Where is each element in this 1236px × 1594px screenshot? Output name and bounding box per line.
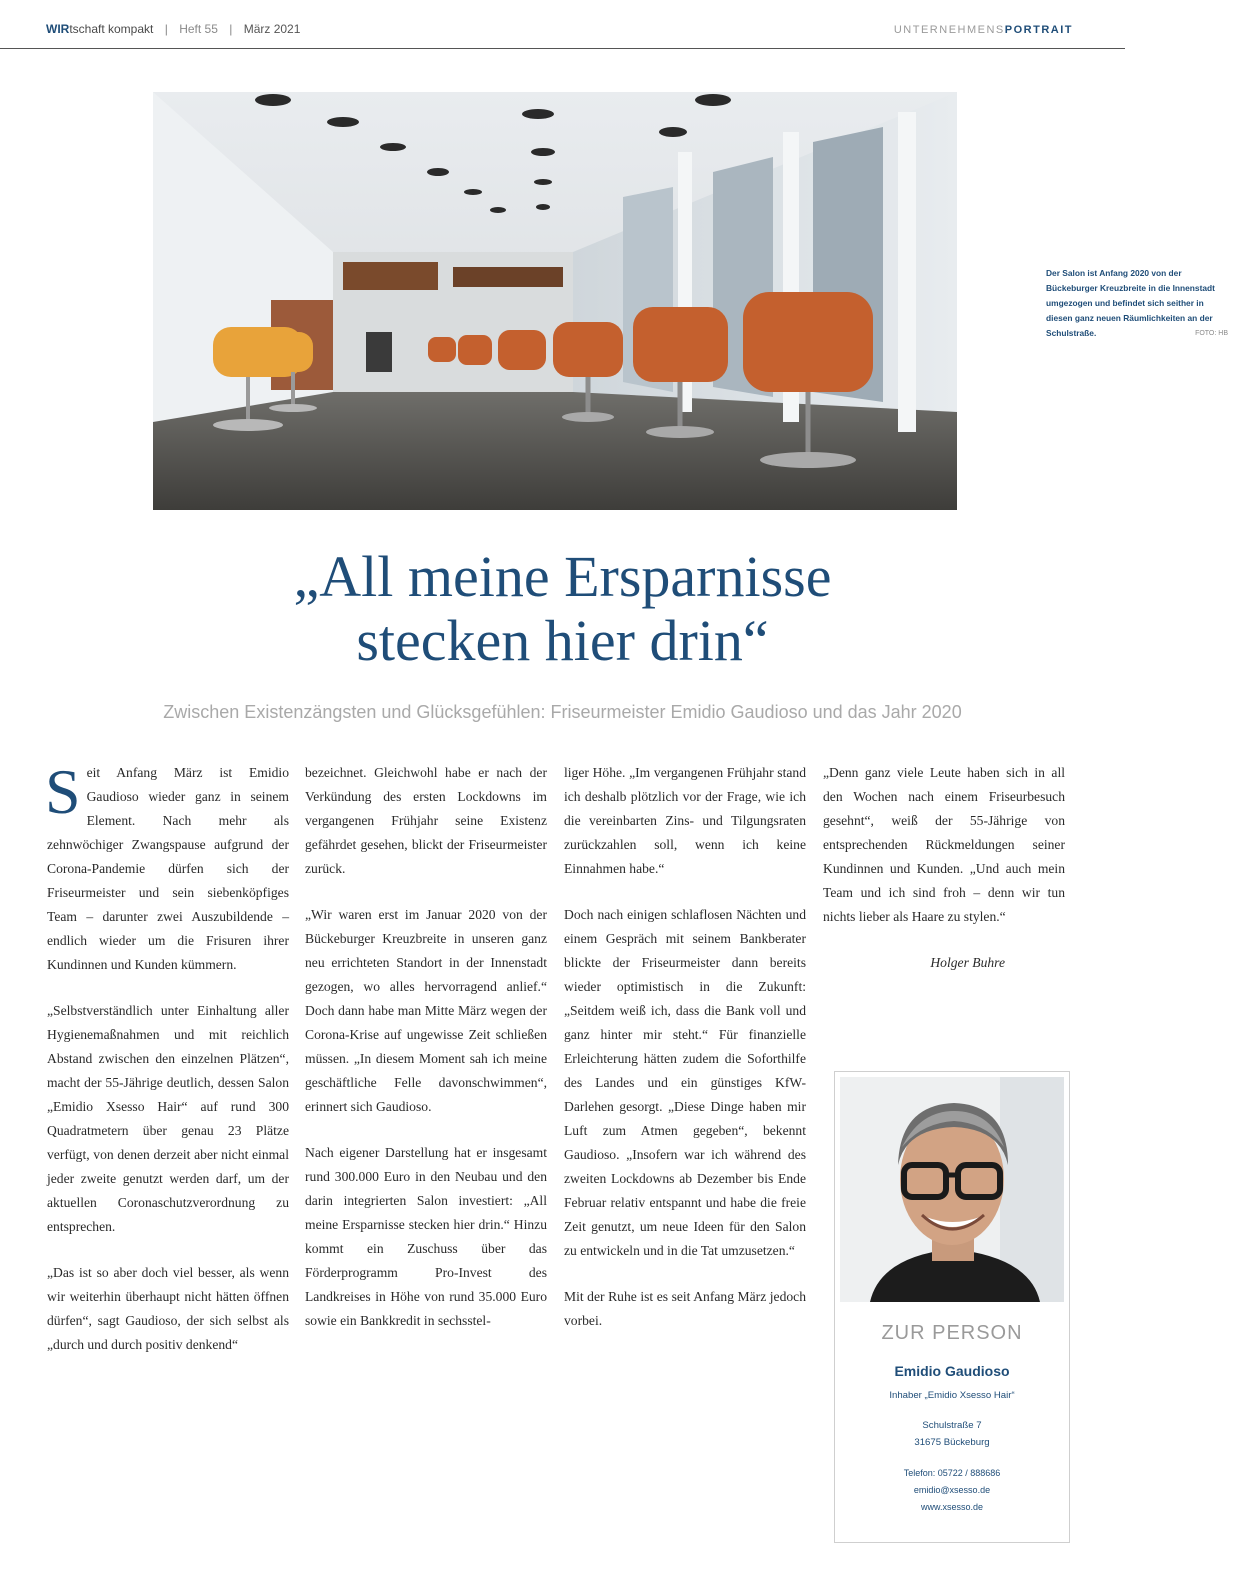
paragraph: liger Höhe. „Im vergangenen Frühjahr stand ich deshalb plötzlich vor der Frage, wie ich die vereinbarten Zins- und Tilgungsraten zurückzahlen soll, wenn ich keine Einnahmen habe.“ [564, 765, 806, 876]
paragraph [45, 756, 289, 977]
article-column-1 [45, 756, 289, 1357]
paragraph: „Das ist so aber doch viel besser, als wenn wir weiterhin überhaupt nicht hätten öffnen dürfen“, sagt Gaudioso, der sich selbst als „durch und durch positiv denkend“ [47, 1265, 289, 1352]
brand-rest: tschaft kompakt [69, 22, 154, 36]
page-header [0, 0, 1125, 49]
headline-line-2: stecken hier drin“ [356, 608, 769, 673]
caption-text: Der Salon ist Anfang 2020 von der Bückeburger Kreuzbreite in die Innenstadt umgezogen und befindet sich seither in diesen ganz neuen Räumlichkeiten an der Schulstraße. [1046, 268, 1215, 338]
portrait-illustration [840, 1077, 1064, 1302]
paragraph-text: eit Anfang März ist Emidio Gaudioso wieder ganz in seinem Element. Nach mehr als zehnwöchiger Zwangspause aufgrund der Corona-Pandemie dürfen sich der Friseurmeister und sein siebenköpfiges Team – darunter zwei Auszubildende – endlich wieder um die Frisuren ihrer Kundinnen und Kunden kümmern. [47, 765, 289, 972]
drop-cap: S [45, 756, 81, 827]
article-headline [60, 545, 1065, 673]
article-column-3 [564, 761, 806, 1333]
issue-number: Heft 55 [179, 22, 218, 36]
person-role: Inhaber „Emidio Xsesso Hair“ [889, 1390, 1015, 1401]
person-box [834, 1071, 1070, 1543]
person-heading: ZUR PERSON [881, 1322, 1023, 1344]
separator: | [229, 22, 233, 36]
paragraph: Mit der Ruhe ist es seit Anfang März jedoch vorbei. [564, 1289, 806, 1328]
section-bold: PORTRAIT [1004, 24, 1073, 36]
separator: | [164, 22, 168, 36]
paragraph: „Wir waren erst im Januar 2020 von der Bückeburger Kreuzbreite in unseren ganz neu errichteten Standort in der Innenstadt gezogen, wo alles hervorragend anlief.“ Doch dann habe man Mitte März wegen der Corona-Krise auf ungewisse Zeit schließen müssen. „In diesem Moment sah ich meine geschäftliche Felle davonschwimmen“, erinnert sich Gaudioso. [305, 907, 547, 1114]
issue-date: März 2021 [243, 22, 301, 36]
article-author: Holger Buhre [930, 955, 1005, 970]
article-column-4 [823, 761, 1065, 975]
paragraph: Nach eigener Darstellung hat er insgesamt rund 300.000 Euro in den Neubau und den darin integrierten Salon investiert: „All meine Ersparnisse stecken hier drin.“ Hinzu kommt ein Zuschuss über das Förderprogramm Pro-Invest des Landkreises in Höhe von rund 35.000 Euro sowie ein Bankkredit in sechsstel- [305, 1145, 547, 1328]
address-street: Schulstraße 7 [922, 1420, 982, 1431]
photo-caption [1038, 260, 1236, 348]
paragraph: bezeichnet. Gleichwohl habe er nach der Verkündung des ersten Lockdowns im vergangenen Frühjahr seine Existenz gefährdet gesehen, blickt der Friseurmeister zurück. [305, 765, 547, 876]
contact-web: www.xsesso.de [920, 1502, 984, 1512]
contact-email: emidio@xsesso.de [913, 1485, 991, 1495]
paragraph: „Denn ganz viele Leute haben sich in all den Wochen nach einem Friseurbesuch gesehnt“, weiß der 55-Jährige von entsprechenden Rückmeldungen seiner Kundinnen und Kunden. „Und auch mein Team und ich sind froh – denn wir tun nichts lieber als Haare zu stylen.“ [823, 765, 1065, 924]
person-address [835, 1417, 1069, 1451]
address-city: 31675 Bückeburg [914, 1437, 990, 1448]
person-name: Emidio Gaudioso [894, 1363, 1010, 1379]
magazine-info [46, 22, 300, 36]
salon-photo [153, 92, 1228, 510]
contact-phone: Telefon: 05722 / 888686 [903, 1468, 1001, 1478]
brand-bold: WIR [46, 22, 70, 36]
headline-line-1: „All meine Ersparnisse [293, 544, 832, 609]
section-label [894, 24, 1073, 36]
photo-credit: FOTO: HB [1195, 330, 1228, 337]
salon-illustration [153, 92, 957, 510]
paragraph: „Selbstverständlich unter Einhaltung aller Hygienemaßnahmen und mit reichlich Abstand zwischen den einzelnen Plätzen“, macht der 55-Jährige deutlich, dessen Salon „Emidio Xsesso Hair“ auf rund 300 Quadratmetern über genau 23 Plätze verfügt, von denen derzeit aber nicht einmal jeder zweite genutzt werden darf, um der aktuellen Coronaschutzverordnung zu entsprechen. [47, 1003, 289, 1234]
section-light: UNTERNEHMENS [893, 24, 1005, 36]
person-contact [835, 1465, 1069, 1516]
portrait-photo [840, 1077, 1064, 1302]
article-subtitle: Zwischen Existenzängsten und Glücksgefühlen: Friseurmeister Emidio Gaudioso und das Jahr 2020 [163, 702, 962, 722]
article-column-2 [305, 761, 547, 1333]
paragraph: Doch nach einigen schlaflosen Nächten und einem Gespräch mit seinem Bankberater blickte der Friseurmeister dann bereits wieder optimistisch in die Zukunft: „Seitdem weiß ich, dass die Bank voll und ganz hinter mir steht.“ Für finanzielle Erleichterung hätten zudem die Soforthilfe des Landes und ein günstiges KfW-Darlehen gesorgt. „Diese Dinge haben mir Luft zum Atmen gegeben“, bekennt Gaudioso. „Insofern war ich während des zweiten Lockdowns ab Dezember bis Ende Februar relativ entspannt und habe die freie Zeit genutzt, um neue Ideen für den Salon zu entwickeln und in die Tat umzusetzen.“ [564, 907, 806, 1258]
